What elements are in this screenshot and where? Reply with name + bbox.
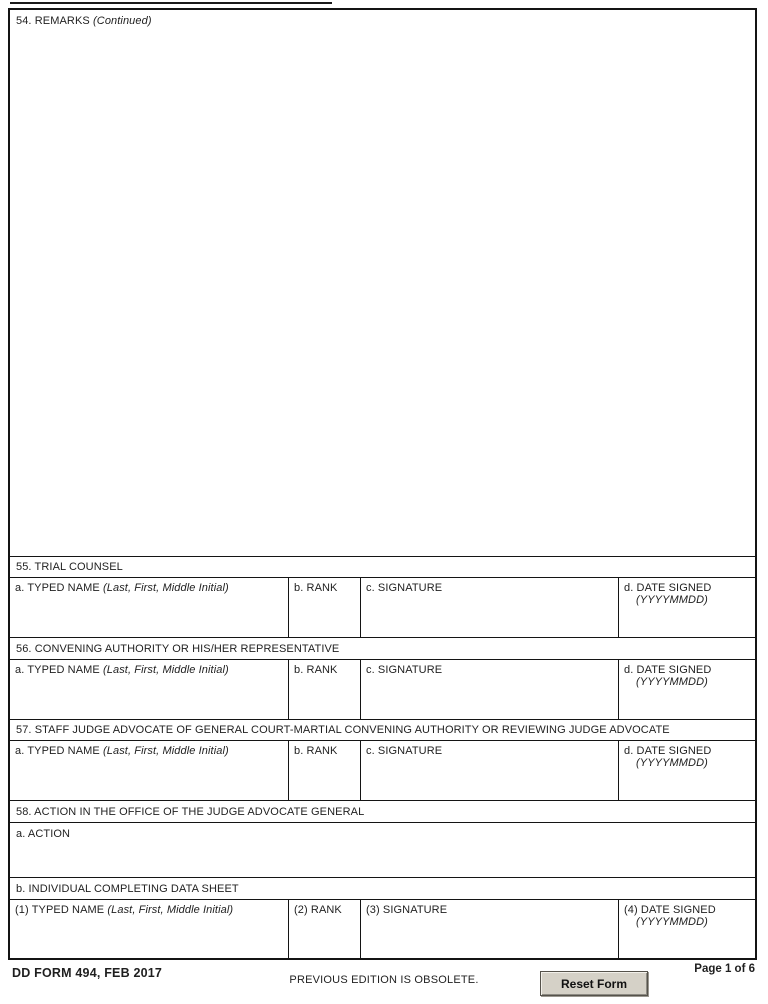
section-57-row [10, 740, 755, 800]
typed-name-hint: (Last, First, Middle Initial) [103, 582, 229, 594]
typed-name-label: (1) TYPED NAME [15, 904, 105, 916]
date-signed-field-57[interactable] [618, 741, 755, 800]
typed-name-hint: (Last, First, Middle Initial) [103, 745, 229, 757]
individual-completing-title: b. INDIVIDUAL COMPLETING DATA SHEET [16, 882, 239, 895]
date-signed-label: d. DATE SIGNED [624, 664, 712, 676]
signature-field-55[interactable] [360, 578, 618, 637]
rank-label: b. RANK [294, 745, 338, 757]
rank-label: b. RANK [294, 664, 338, 676]
action-label: a. ACTION [16, 828, 71, 840]
signature-label: (3) SIGNATURE [366, 904, 448, 916]
signature-label: c. SIGNATURE [366, 745, 443, 757]
remarks-label [10, 10, 755, 32]
date-signed-label: d. DATE SIGNED [624, 745, 712, 757]
remarks-label-suffix: (Continued) [93, 15, 152, 27]
rank-label: b. RANK [294, 582, 338, 594]
section-57-header [10, 719, 755, 740]
typed-name-field-58[interactable] [10, 900, 288, 958]
date-signed-field-55[interactable] [618, 578, 755, 637]
section-58-title: 58. ACTION IN THE OFFICE OF THE JUDGE ADVOCATE GENERAL [16, 805, 365, 818]
section-55-header [10, 556, 755, 577]
edition-note: PREVIOUS EDITION IS OBSOLETE. [289, 974, 479, 986]
section-55-title: 55. TRIAL COUNSEL [16, 561, 123, 573]
signature-field-58[interactable] [360, 900, 618, 958]
remarks-label-text: 54. REMARKS [16, 15, 90, 27]
individual-completing-row [10, 899, 755, 958]
date-signed-field-58[interactable] [618, 900, 755, 958]
rank-field-55[interactable] [288, 578, 360, 637]
page-footer [0, 960, 768, 1004]
typed-name-field-55[interactable] [10, 578, 288, 637]
date-signed-hint: (YYYYMMDD) [636, 594, 708, 606]
signature-label: c. SIGNATURE [366, 582, 443, 594]
form-grid [8, 8, 757, 960]
rank-field-57[interactable] [288, 741, 360, 800]
page-indicator: Page 1 of 6 [694, 963, 755, 975]
typed-name-hint: (Last, First, Middle Initial) [107, 904, 234, 916]
rank-field-56[interactable] [288, 660, 360, 719]
signature-field-57[interactable] [360, 741, 618, 800]
signature-label: c. SIGNATURE [366, 664, 443, 676]
section-56-title: 56. CONVENING AUTHORITY OR HIS/HER REPRESENTATIVE [16, 642, 340, 655]
typed-name-field-57[interactable] [10, 741, 288, 800]
individual-completing-header [10, 877, 755, 899]
rank-field-58[interactable] [288, 900, 360, 958]
date-signed-hint: (YYYYMMDD) [636, 916, 708, 928]
typed-name-label: a. TYPED NAME [15, 582, 100, 594]
typed-name-field-56[interactable] [10, 660, 288, 719]
action-field[interactable] [10, 822, 755, 877]
reset-form-button[interactable]: Reset Form [540, 971, 648, 996]
section-56-row [10, 659, 755, 719]
date-signed-field-56[interactable] [618, 660, 755, 719]
date-signed-hint: (YYYYMMDD) [636, 757, 708, 769]
form-id: DD FORM 494, FEB 2017 [12, 966, 163, 980]
typed-name-label: a. TYPED NAME [15, 664, 100, 676]
typed-name-hint: (Last, First, Middle Initial) [103, 664, 229, 676]
date-signed-label: (4) DATE SIGNED [624, 904, 716, 916]
section-56-header [10, 637, 755, 659]
typed-name-label: a. TYPED NAME [15, 745, 100, 757]
date-signed-hint: (YYYYMMDD) [636, 676, 708, 688]
rank-label: (2) RANK [294, 904, 342, 916]
remarks-continued-field[interactable] [10, 10, 755, 556]
signature-field-56[interactable] [360, 660, 618, 719]
section-58-header [10, 800, 755, 822]
top-edge-artifact-line [10, 2, 332, 4]
section-57-title: 57. STAFF JUDGE ADVOCATE OF GENERAL COURT-MARTIAL CONVENING AUTHORITY OR REVIEWING JUDGE ADVOCATE [16, 724, 670, 736]
section-55-row [10, 577, 755, 637]
date-signed-label: d. DATE SIGNED [624, 582, 712, 594]
